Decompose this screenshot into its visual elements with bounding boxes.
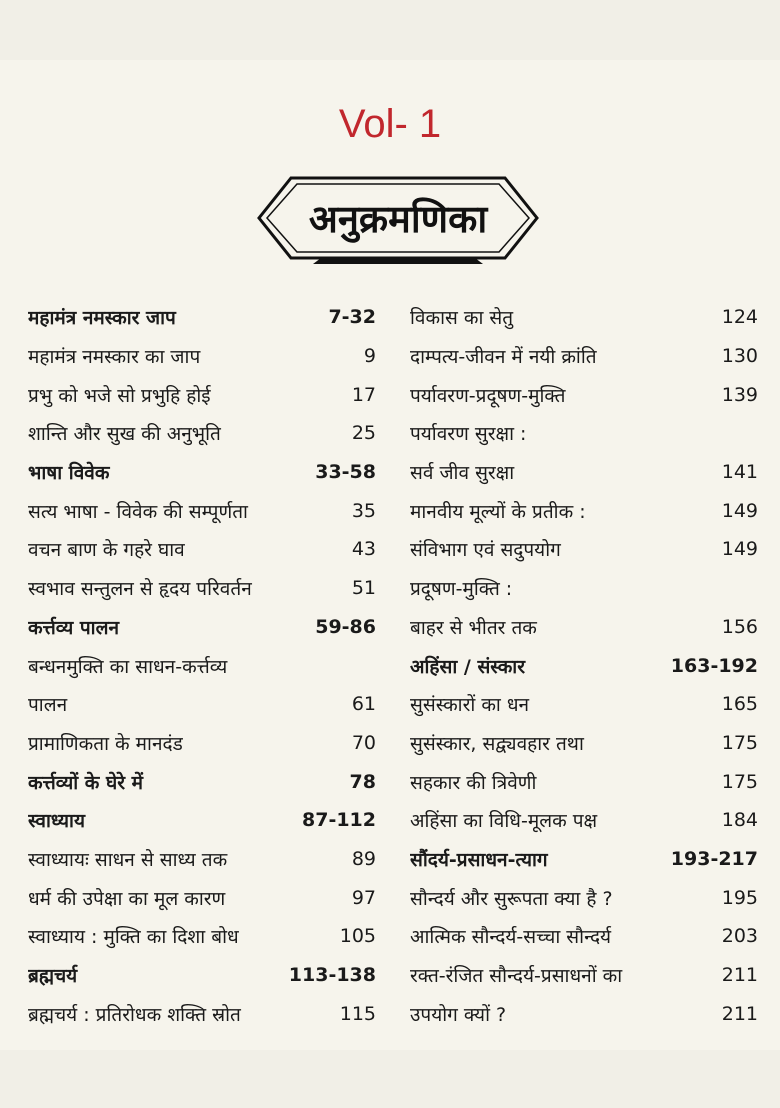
toc-entry-title: बन्धनमुक्ति का साधन-कर्त्तव्य xyxy=(28,655,228,678)
toc-entry-title: पालन xyxy=(28,694,68,717)
toc-page-number: 149 xyxy=(721,538,758,561)
toc-entry-row xyxy=(28,724,376,763)
toc-entry-title: उपयोग क्यों ? xyxy=(410,1003,507,1026)
toc-left-column xyxy=(28,298,376,1033)
toc-entry-row xyxy=(410,414,758,453)
toc-page-number: 175 xyxy=(721,770,758,793)
toc-section-row xyxy=(28,956,376,995)
toc-page-number: 203 xyxy=(721,925,758,948)
toc-page-number: 184 xyxy=(721,809,758,832)
toc-page-number: 113-138 xyxy=(288,964,376,987)
toc-page-number: 105 xyxy=(339,925,376,948)
toc-section-row xyxy=(28,608,376,647)
toc-page-number: 61 xyxy=(351,693,376,716)
toc-entry-title: सर्व जीव सुरक्षा xyxy=(410,462,515,485)
toc-entry-title: सत्य भाषा - विवेक की सम्पूर्णता xyxy=(28,500,248,523)
toc-entry-row xyxy=(28,491,376,530)
toc-entry-title: धर्म की उपेक्षा का मूल कारण xyxy=(28,887,226,910)
toc-entry-title: स्वाध्याय xyxy=(28,810,85,833)
toc-entry-row xyxy=(410,491,758,530)
toc-entry-row xyxy=(28,414,376,453)
toc-entry-row xyxy=(28,337,376,376)
toc-page-number: 78 xyxy=(349,770,376,793)
toc-page-number: 156 xyxy=(721,615,758,638)
toc-entry-title: सहकार की त्रिवेणी xyxy=(410,771,537,794)
toc-entry-title: मानवीय मूल्यों के प्रतीक : xyxy=(410,500,586,523)
toc-section-row xyxy=(28,453,376,492)
toc-page-number: 163-192 xyxy=(670,654,758,677)
toc-page-number: 97 xyxy=(351,886,376,909)
toc-entry-title: वचन बाण के गहरे घाव xyxy=(28,539,185,562)
toc-entry-row xyxy=(28,375,376,414)
toc-entry-row xyxy=(28,569,376,608)
toc-page-number: 211 xyxy=(721,964,758,987)
toc-entry-title: स्वभाव सन्तुलन से हृदय परिवर्तन xyxy=(28,578,252,601)
toc-entry-title: सुसंस्कार, सद्व्यवहार तथा xyxy=(410,732,584,755)
toc-entry-row xyxy=(28,530,376,569)
toc-entry-row xyxy=(410,453,758,492)
toc-page-number: 149 xyxy=(721,499,758,522)
toc-page-number: 70 xyxy=(351,731,376,754)
toc-page-number: 175 xyxy=(721,731,758,754)
toc-entry-row xyxy=(410,994,758,1033)
toc-section-row xyxy=(410,646,758,685)
toc-entry-title: प्रामाणिकता के मानदंड xyxy=(28,732,183,755)
volume-label: Vol- 1 xyxy=(338,102,442,146)
toc-entry-title: सुसंस्कारों का धन xyxy=(410,694,530,717)
toc-entry-title: पर्यावरण-प्रदूषण-मुक्ति xyxy=(410,384,566,407)
toc-section-row xyxy=(28,801,376,840)
toc-page-number: 9 xyxy=(363,345,376,368)
toc-page-number: 35 xyxy=(351,499,376,522)
toc-entry-row xyxy=(410,917,758,956)
toc-page-number: 141 xyxy=(721,461,758,484)
toc-entry-title: महामंत्र नमस्कार का जाप xyxy=(28,346,201,369)
toc-entry-title: ब्रह्मचर्य xyxy=(28,965,78,988)
toc-entry-row xyxy=(410,375,758,414)
toc-page-number: 89 xyxy=(351,847,376,870)
toc-entry-title: बाहर से भीतर तक xyxy=(410,616,537,639)
toc-entry-title: रक्त-रंजित सौन्दर्य-प्रसाधनों का xyxy=(410,965,623,988)
toc-page-number: 43 xyxy=(351,538,376,561)
toc-page-number: 17 xyxy=(351,383,376,406)
toc-entry-title: पर्यावरण सुरक्षा : xyxy=(410,423,527,446)
toc-page-number: 59-86 xyxy=(315,615,376,638)
toc-entry-title: स्वाध्यायः साधन से साध्य तक xyxy=(28,848,228,871)
toc-page-number: 124 xyxy=(721,306,758,329)
toc-entry-row xyxy=(28,917,376,956)
toc-page-number: 165 xyxy=(721,693,758,716)
toc-entry-title: सौन्दर्य और सुरूपता क्या है ? xyxy=(410,887,613,910)
toc-entry-row xyxy=(410,956,758,995)
toc-entry-row xyxy=(410,569,758,608)
toc-entry-row xyxy=(28,878,376,917)
toc-entry-title: कर्त्तव्यों के घेरे में xyxy=(28,771,143,794)
toc-entry-row xyxy=(28,840,376,879)
toc-entry-title: भाषा विवेक xyxy=(28,462,110,485)
toc-entry-row xyxy=(410,685,758,724)
toc-entry-row xyxy=(28,685,376,724)
toc-entry-row xyxy=(410,608,758,647)
toc-entry-title: संविभाग एवं सदुपयोग xyxy=(410,539,561,562)
title-banner xyxy=(253,172,543,272)
toc-page-number: 130 xyxy=(721,345,758,368)
toc-page-number: 195 xyxy=(721,886,758,909)
toc-entry-title: ब्रह्मचर्य : प्रतिरोधक शक्ति स्रोत xyxy=(28,1003,241,1026)
toc-entry-title: अहिंसा / संस्कार xyxy=(410,655,525,678)
toc-page-number: 193-217 xyxy=(670,847,758,870)
toc-entry-title: स्वाध्याय : मुक्ति का दिशा बोध xyxy=(28,926,239,949)
toc-entry-title: प्रभु को भजे सो प्रभुहि होई xyxy=(28,384,211,407)
toc-entry-row xyxy=(410,801,758,840)
toc-entry-row xyxy=(410,878,758,917)
toc-entry-row xyxy=(410,298,758,337)
index-title: अनुक्रमणिका xyxy=(308,197,488,241)
toc-page-number: 7-32 xyxy=(328,306,376,329)
toc-entry-title: सौंदर्य-प्रसाधन-त्याग xyxy=(410,848,548,871)
toc-entry-title: महामंत्र नमस्कार जाप xyxy=(28,307,176,330)
toc-section-row xyxy=(410,840,758,879)
toc-page-number: 139 xyxy=(721,383,758,406)
toc-page-number: 33-58 xyxy=(315,461,376,484)
toc-entry-row xyxy=(410,530,758,569)
toc-page-number: 87-112 xyxy=(302,809,376,832)
toc-entry-row xyxy=(28,646,376,685)
toc-entry-title: प्रदूषण-मुक्ति : xyxy=(410,578,513,601)
toc-entry-title: शान्ति और सुख की अनुभूति xyxy=(28,423,221,446)
toc-entry-row xyxy=(410,762,758,801)
toc-entry-row xyxy=(410,724,758,763)
toc-section-row xyxy=(28,762,376,801)
toc-page-number: 25 xyxy=(351,422,376,445)
toc-page-number: 211 xyxy=(721,1002,758,1025)
toc-entry-title: कर्त्तव्य पालन xyxy=(28,616,119,639)
toc-entry-row xyxy=(28,994,376,1033)
toc-section-row xyxy=(28,298,376,337)
toc-right-column xyxy=(410,298,758,1033)
toc-entry-title: विकास का सेतु xyxy=(410,307,514,330)
toc-entry-title: अहिंसा का विधि-मूलक पक्ष xyxy=(410,810,598,833)
toc-page-number: 51 xyxy=(351,577,376,600)
toc-page-number: 115 xyxy=(339,1002,376,1025)
toc-entry-row xyxy=(410,337,758,376)
toc-entry-title: दाम्पत्य-जीवन में नयी क्रांति xyxy=(410,346,597,369)
toc-entry-title: आत्मिक सौन्दर्य-सच्चा सौन्दर्य xyxy=(410,926,612,949)
